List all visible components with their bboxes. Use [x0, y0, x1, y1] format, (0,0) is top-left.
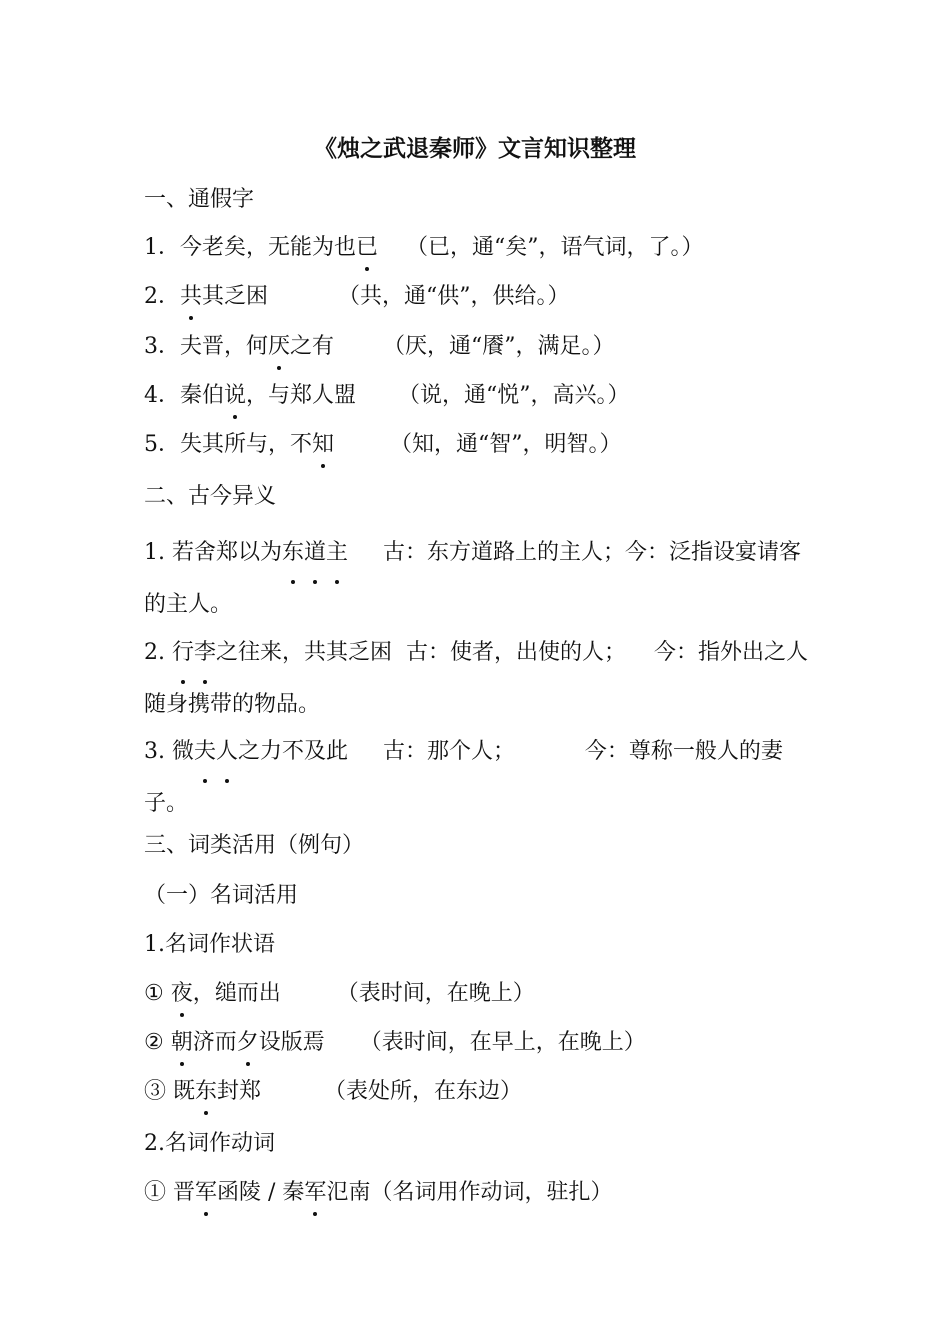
emphasis-char: 军 — [195, 1175, 217, 1211]
emphasis-char: 军 — [304, 1175, 326, 1211]
tongjia-item-3: 3．夫晋，何厌之有 （厌，通“餍”，满足。） — [144, 329, 814, 365]
section-heading-tongjia: 一、通假字 — [144, 187, 255, 212]
emphasis-word: 东道主 — [282, 540, 348, 565]
emphasis-word: 夫人 — [194, 739, 238, 764]
emphasis-char: 知 — [312, 427, 334, 463]
section-heading-gujin: 二、古今异义 — [144, 484, 277, 509]
section-heading-cilei: 三、词类活用（例句） — [144, 833, 365, 858]
tongjia-item-1: 1．今老矣，无能为也已 （已，通“矣”，语气词，了。） — [144, 230, 814, 266]
tongjia-note: （说，通“悦”，高兴。） — [398, 383, 630, 408]
subsubsection-heading-adverbial: 1.名词作状语 — [144, 932, 275, 957]
tongjia-note: （已，通“矣”，语气词，了。） — [406, 235, 704, 260]
adverbial-note: （表处所，在东边） — [323, 1079, 522, 1104]
adverbial-item-2: ② 朝济而夕设版焉 （表时间，在早上，在晚上） — [144, 1025, 814, 1061]
emphasis-word: 行李 — [172, 640, 216, 665]
gujin-item-2: 2. 行李之往来，共其乏困 古：使者，出使的人； 今：指外出之人随身携带的物品。 — [144, 627, 814, 731]
emphasis-char: 厌 — [268, 329, 290, 365]
gujin-note: 古：使者，出使的人； 今：指外出之人随身携带的物品。 — [144, 640, 809, 717]
emphasis-char: 共 — [180, 279, 202, 315]
tongjia-note: （知，通“智”，明智。） — [389, 432, 622, 457]
adverbial-item-1: ① 夜，缒而出 （表时间，在晚上） — [144, 976, 814, 1012]
tongjia-note: （厌，通“餍”，满足。） — [382, 334, 615, 359]
adverbial-note: （表时间，在早上，在晚上） — [359, 1030, 646, 1055]
emphasis-char: 夜 — [171, 976, 193, 1012]
emphasis-char: 说 — [224, 378, 246, 414]
gujin-item-3: 3. 微夫人之力不及此 古：那个人； 今：尊称一般人的妻子。 — [144, 726, 814, 830]
subsection-heading-noun: （一）名词活用 — [144, 883, 299, 908]
tongjia-note: （共，通“供”，供给。） — [337, 284, 570, 309]
tongjia-item-5: 5．失其所与，不知 （知，通“智”，明智。） — [144, 427, 814, 463]
document-title: 《烛之武退秦师》文言知识整理 — [314, 135, 636, 162]
emphasis-char: 已 — [356, 230, 378, 266]
emphasis-char: 夕 — [237, 1025, 259, 1061]
gujin-note: 古：东方道路上的主人；今：泛指设宴请客的主人。 — [144, 540, 802, 617]
adverbial-note: （表时间，在晚上） — [336, 981, 535, 1006]
gujin-item-1: 1. 若舍郑以为东道主 古：东方道路上的主人；今：泛指设宴请客的主人。 — [144, 527, 814, 631]
subsubsection-heading-verbal: 2.名词作动词 — [144, 1131, 275, 1156]
tongjia-item-4: 4．秦伯说，与郑人盟 （说，通“悦”，高兴。） — [144, 378, 814, 414]
adverbial-item-3: ③ 既东封郑 （表处所，在东边） — [144, 1074, 814, 1110]
emphasis-char: 朝 — [171, 1025, 193, 1061]
emphasis-char: 东 — [195, 1074, 217, 1110]
tongjia-item-2: 2．共其乏困 （共，通“供”，供给。） — [144, 279, 814, 315]
verbal-item-1: ① 晋军函陵 / 秦军氾南（名词用作动词，驻扎） — [144, 1175, 814, 1211]
verbal-note: （名词用作动词，驻扎） — [370, 1180, 613, 1205]
gujin-note: 古：那个人； 今：尊称一般人的妻子。 — [144, 739, 783, 816]
